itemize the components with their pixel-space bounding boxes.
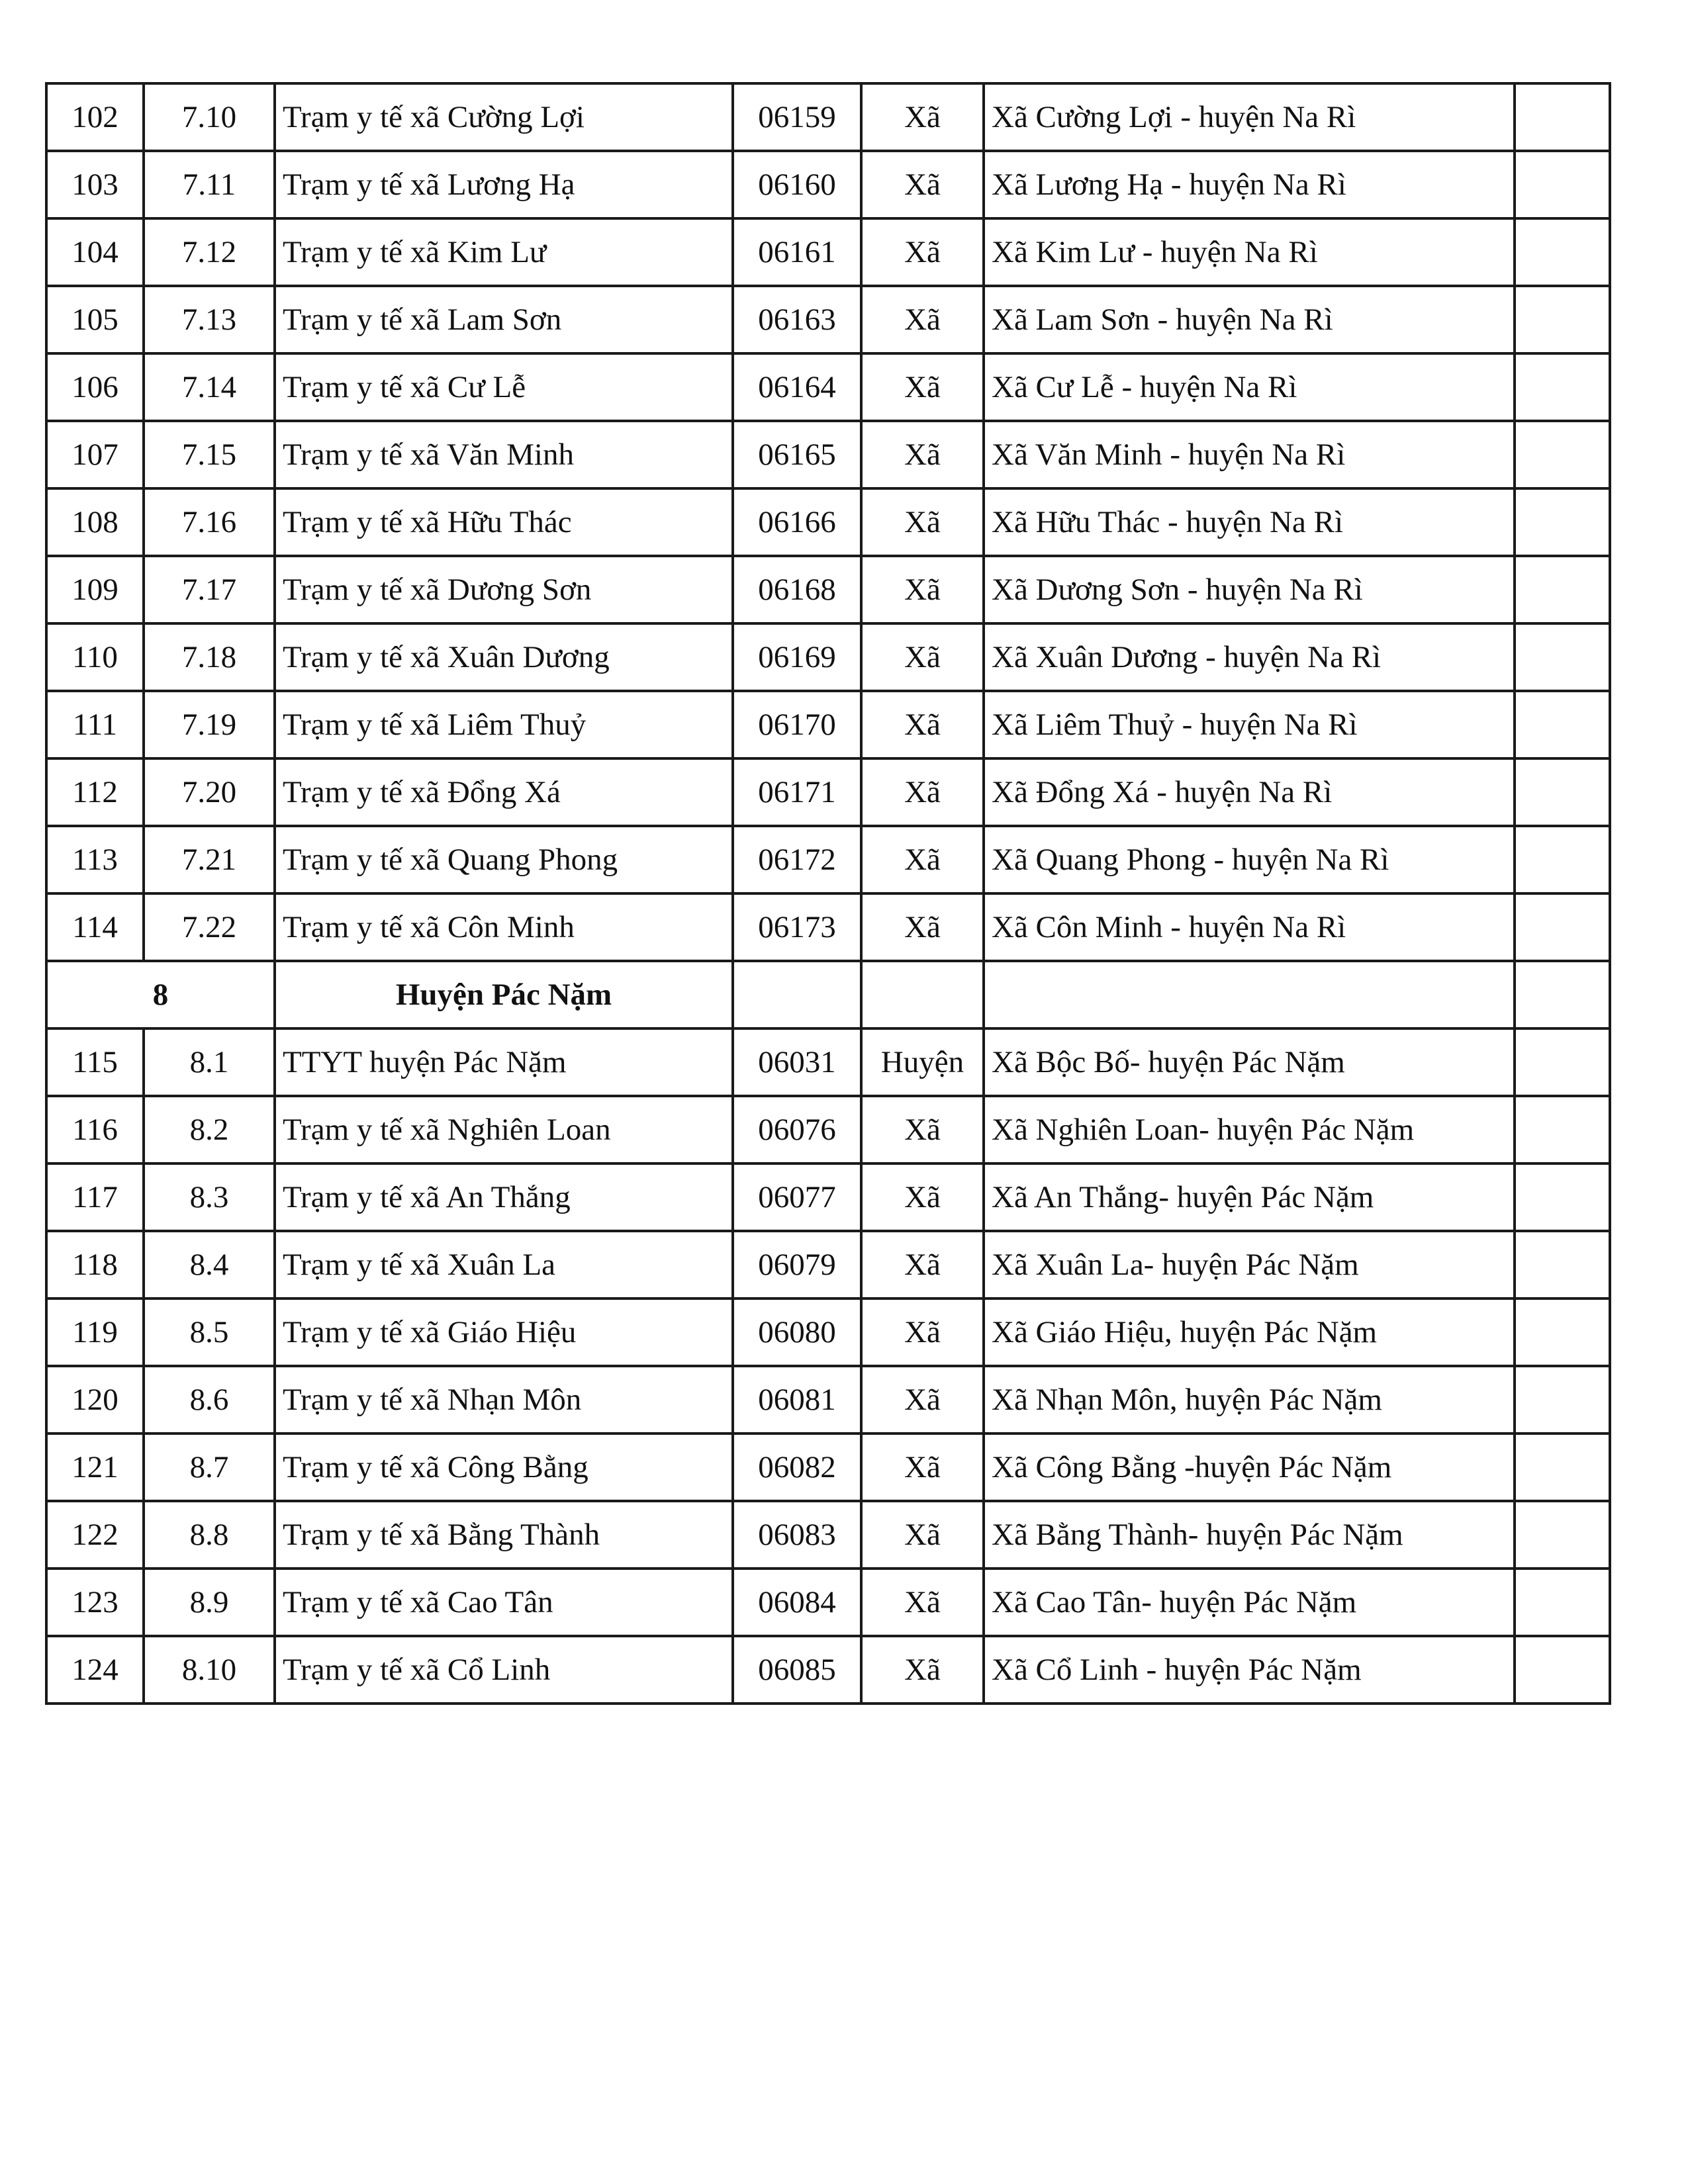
facility-name-cell: TTYT huyện Pác Nặm <box>275 1028 733 1096</box>
unit-code-cell: 06160 <box>733 151 861 218</box>
table-row <box>46 488 1610 556</box>
facility-name-cell: Trạm y tế xã Côn Minh <box>275 893 733 961</box>
row-number-cell: 110 <box>46 623 144 691</box>
address-cell: Xã Nhạn Môn, huyện Pác Nặm <box>984 1366 1515 1433</box>
row-number-cell: 109 <box>46 556 144 623</box>
address-cell: Xã Bằng Thành- huyện Pác Nặm <box>984 1501 1515 1569</box>
item-code-cell: 7.10 <box>144 83 275 151</box>
note-cell <box>1515 1298 1610 1366</box>
facility-name-cell: Trạm y tế xã Công Bằng <box>275 1433 733 1501</box>
note-cell <box>1515 826 1610 893</box>
facility-name-cell: Trạm y tế xã Kim Lư <box>275 218 733 286</box>
level-cell <box>861 961 984 1028</box>
group-name-cell: Huyện Pác Nặm <box>275 961 733 1028</box>
table-body <box>46 83 1610 1704</box>
table-row <box>46 1163 1610 1231</box>
group-header-row <box>46 961 1610 1028</box>
item-code-cell: 8.5 <box>144 1298 275 1366</box>
level-cell: Xã <box>861 1569 984 1636</box>
table-row <box>46 1569 1610 1636</box>
row-number-cell: 121 <box>46 1433 144 1501</box>
row-number-cell: 104 <box>46 218 144 286</box>
unit-code-cell <box>733 961 861 1028</box>
item-code-cell: 7.11 <box>144 151 275 218</box>
item-code-cell: 7.21 <box>144 826 275 893</box>
note-cell <box>1515 83 1610 151</box>
level-cell: Xã <box>861 1298 984 1366</box>
row-number-cell: 117 <box>46 1163 144 1231</box>
address-cell: Xã Lương Hạ - huyện Na Rì <box>984 151 1515 218</box>
table-row <box>46 353 1610 421</box>
note-cell <box>1515 623 1610 691</box>
unit-code-cell: 06083 <box>733 1501 861 1569</box>
unit-code-cell: 06076 <box>733 1096 861 1163</box>
address-cell: Xã Cư Lễ - huyện Na Rì <box>984 353 1515 421</box>
row-number-cell: 112 <box>46 758 144 826</box>
item-code-cell: 7.17 <box>144 556 275 623</box>
level-cell: Huyện <box>861 1028 984 1096</box>
item-code-cell: 7.12 <box>144 218 275 286</box>
item-code-cell: 7.20 <box>144 758 275 826</box>
facility-name-cell: Trạm y tế xã Đổng Xá <box>275 758 733 826</box>
note-cell <box>1515 1636 1610 1704</box>
address-cell: Xã Cường Lợi - huyện Na Rì <box>984 83 1515 151</box>
table-row <box>46 556 1610 623</box>
table-row <box>46 1096 1610 1163</box>
item-code-cell: 8.7 <box>144 1433 275 1501</box>
note-cell <box>1515 1501 1610 1569</box>
level-cell: Xã <box>861 1501 984 1569</box>
table-row <box>46 893 1610 961</box>
unit-code-cell: 06173 <box>733 893 861 961</box>
item-code-cell: 8.9 <box>144 1569 275 1636</box>
note-cell <box>1515 488 1610 556</box>
level-cell: Xã <box>861 623 984 691</box>
row-number-cell: 123 <box>46 1569 144 1636</box>
item-code-cell: 8.10 <box>144 1636 275 1704</box>
row-number-cell: 124 <box>46 1636 144 1704</box>
unit-code-cell: 06168 <box>733 556 861 623</box>
table-row <box>46 421 1610 488</box>
level-cell: Xã <box>861 826 984 893</box>
level-cell: Xã <box>861 421 984 488</box>
address-cell: Xã Công Bằng -huyện Pác Nặm <box>984 1433 1515 1501</box>
note-cell <box>1515 1366 1610 1433</box>
address-cell: Xã Kim Lư - huyện Na Rì <box>984 218 1515 286</box>
item-code-cell: 8.8 <box>144 1501 275 1569</box>
item-code-cell: 8.3 <box>144 1163 275 1231</box>
level-cell: Xã <box>861 83 984 151</box>
table-row <box>46 691 1610 758</box>
level-cell: Xã <box>861 758 984 826</box>
unit-code-cell: 06163 <box>733 286 861 353</box>
level-cell: Xã <box>861 1636 984 1704</box>
row-number-cell: 114 <box>46 893 144 961</box>
facility-name-cell: Trạm y tế xã Văn Minh <box>275 421 733 488</box>
item-code-cell: 8.6 <box>144 1366 275 1433</box>
note-cell <box>1515 1569 1610 1636</box>
table-row <box>46 1501 1610 1569</box>
table-row <box>46 1366 1610 1433</box>
level-cell: Xã <box>861 488 984 556</box>
facility-name-cell: Trạm y tế xã Hữu Thác <box>275 488 733 556</box>
item-code-cell: 7.22 <box>144 893 275 961</box>
table-row <box>46 1298 1610 1366</box>
table-row <box>46 1231 1610 1298</box>
row-number-cell: 116 <box>46 1096 144 1163</box>
facility-name-cell: Trạm y tế xã Liêm Thuỷ <box>275 691 733 758</box>
unit-code-cell: 06077 <box>733 1163 861 1231</box>
facility-name-cell: Trạm y tế xã Lương Hạ <box>275 151 733 218</box>
note-cell <box>1515 556 1610 623</box>
table-row <box>46 1028 1610 1096</box>
address-cell: Xã An Thắng- huyện Pác Nặm <box>984 1163 1515 1231</box>
level-cell: Xã <box>861 1366 984 1433</box>
note-cell <box>1515 1231 1610 1298</box>
address-cell: Xã Xuân La- huyện Pác Nặm <box>984 1231 1515 1298</box>
address-cell: Xã Văn Minh - huyện Na Rì <box>984 421 1515 488</box>
facility-name-cell: Trạm y tế xã Cư Lễ <box>275 353 733 421</box>
note-cell <box>1515 758 1610 826</box>
item-code-cell: 8.2 <box>144 1096 275 1163</box>
level-cell: Xã <box>861 218 984 286</box>
facility-table <box>45 82 1611 1705</box>
facility-name-cell: Trạm y tế xã An Thắng <box>275 1163 733 1231</box>
facility-name-cell: Trạm y tế xã Quang Phong <box>275 826 733 893</box>
note-cell <box>1515 1028 1610 1096</box>
address-cell: Xã Nghiên Loan- huyện Pác Nặm <box>984 1096 1515 1163</box>
item-code-cell: 7.16 <box>144 488 275 556</box>
unit-code-cell: 06172 <box>733 826 861 893</box>
address-cell: Xã Xuân Dương - huyện Na Rì <box>984 623 1515 691</box>
row-number-cell: 120 <box>46 1366 144 1433</box>
address-cell: Xã Giáo Hiệu, huyện Pác Nặm <box>984 1298 1515 1366</box>
unit-code-cell: 06080 <box>733 1298 861 1366</box>
unit-code-cell: 06169 <box>733 623 861 691</box>
unit-code-cell: 06171 <box>733 758 861 826</box>
unit-code-cell: 06082 <box>733 1433 861 1501</box>
address-cell: Xã Bộc Bố- huyện Pác Nặm <box>984 1028 1515 1096</box>
row-number-cell: 108 <box>46 488 144 556</box>
note-cell <box>1515 691 1610 758</box>
item-code-cell: 7.15 <box>144 421 275 488</box>
group-number-cell: 8 <box>46 961 275 1028</box>
row-number-cell: 119 <box>46 1298 144 1366</box>
facility-name-cell: Trạm y tế xã Xuân La <box>275 1231 733 1298</box>
address-cell <box>984 961 1515 1028</box>
unit-code-cell: 06085 <box>733 1636 861 1704</box>
address-cell: Xã Hữu Thác - huyện Na Rì <box>984 488 1515 556</box>
note-cell <box>1515 893 1610 961</box>
address-cell: Xã Dương Sơn - huyện Na Rì <box>984 556 1515 623</box>
row-number-cell: 107 <box>46 421 144 488</box>
address-cell: Xã Quang Phong - huyện Na Rì <box>984 826 1515 893</box>
item-code-cell: 7.13 <box>144 286 275 353</box>
note-cell <box>1515 286 1610 353</box>
item-code-cell: 7.18 <box>144 623 275 691</box>
table-row <box>46 286 1610 353</box>
row-number-cell: 118 <box>46 1231 144 1298</box>
address-cell: Xã Cổ Linh - huyện Pác Nặm <box>984 1636 1515 1704</box>
table-row <box>46 151 1610 218</box>
unit-code-cell: 06164 <box>733 353 861 421</box>
level-cell: Xã <box>861 691 984 758</box>
level-cell: Xã <box>861 1096 984 1163</box>
table-row <box>46 1636 1610 1704</box>
facility-name-cell: Trạm y tế xã Nghiên Loan <box>275 1096 733 1163</box>
level-cell: Xã <box>861 151 984 218</box>
unit-code-cell: 06170 <box>733 691 861 758</box>
address-cell: Xã Đổng Xá - huyện Na Rì <box>984 758 1515 826</box>
level-cell: Xã <box>861 1163 984 1231</box>
note-cell <box>1515 1433 1610 1501</box>
row-number-cell: 122 <box>46 1501 144 1569</box>
unit-code-cell: 06165 <box>733 421 861 488</box>
row-number-cell: 113 <box>46 826 144 893</box>
facility-name-cell: Trạm y tế xã Bằng Thành <box>275 1501 733 1569</box>
row-number-cell: 115 <box>46 1028 144 1096</box>
row-number-cell: 106 <box>46 353 144 421</box>
table-row <box>46 758 1610 826</box>
facility-name-cell: Trạm y tế xã Cao Tân <box>275 1569 733 1636</box>
item-code-cell: 8.4 <box>144 1231 275 1298</box>
address-cell: Xã Liêm Thuỷ - huyện Na Rì <box>984 691 1515 758</box>
table-row <box>46 826 1610 893</box>
unit-code-cell: 06081 <box>733 1366 861 1433</box>
address-cell: Xã Côn Minh - huyện Na Rì <box>984 893 1515 961</box>
unit-code-cell: 06079 <box>733 1231 861 1298</box>
table-row <box>46 218 1610 286</box>
facility-name-cell: Trạm y tế xã Xuân Dương <box>275 623 733 691</box>
facility-name-cell: Trạm y tế xã Cường Lợi <box>275 83 733 151</box>
unit-code-cell: 06161 <box>733 218 861 286</box>
facility-name-cell: Trạm y tế xã Dương Sơn <box>275 556 733 623</box>
note-cell <box>1515 1163 1610 1231</box>
table-row <box>46 1433 1610 1501</box>
row-number-cell: 103 <box>46 151 144 218</box>
facility-name-cell: Trạm y tế xã Cổ Linh <box>275 1636 733 1704</box>
level-cell: Xã <box>861 286 984 353</box>
row-number-cell: 105 <box>46 286 144 353</box>
address-cell: Xã Lam Sơn - huyện Na Rì <box>984 286 1515 353</box>
unit-code-cell: 06031 <box>733 1028 861 1096</box>
note-cell <box>1515 421 1610 488</box>
level-cell: Xã <box>861 353 984 421</box>
facility-name-cell: Trạm y tế xã Nhạn Môn <box>275 1366 733 1433</box>
level-cell: Xã <box>861 893 984 961</box>
row-number-cell: 111 <box>46 691 144 758</box>
facility-name-cell: Trạm y tế xã Lam Sơn <box>275 286 733 353</box>
level-cell: Xã <box>861 1231 984 1298</box>
unit-code-cell: 06084 <box>733 1569 861 1636</box>
unit-code-cell: 06159 <box>733 83 861 151</box>
note-cell <box>1515 961 1610 1028</box>
facility-name-cell: Trạm y tế xã Giáo Hiệu <box>275 1298 733 1366</box>
unit-code-cell: 06166 <box>733 488 861 556</box>
note-cell <box>1515 353 1610 421</box>
level-cell: Xã <box>861 556 984 623</box>
item-code-cell: 7.14 <box>144 353 275 421</box>
level-cell: Xã <box>861 1433 984 1501</box>
note-cell <box>1515 1096 1610 1163</box>
row-number-cell: 102 <box>46 83 144 151</box>
address-cell: Xã Cao Tân- huyện Pác Nặm <box>984 1569 1515 1636</box>
item-code-cell: 7.19 <box>144 691 275 758</box>
table-row <box>46 83 1610 151</box>
note-cell <box>1515 151 1610 218</box>
note-cell <box>1515 218 1610 286</box>
table-row <box>46 623 1610 691</box>
item-code-cell: 8.1 <box>144 1028 275 1096</box>
